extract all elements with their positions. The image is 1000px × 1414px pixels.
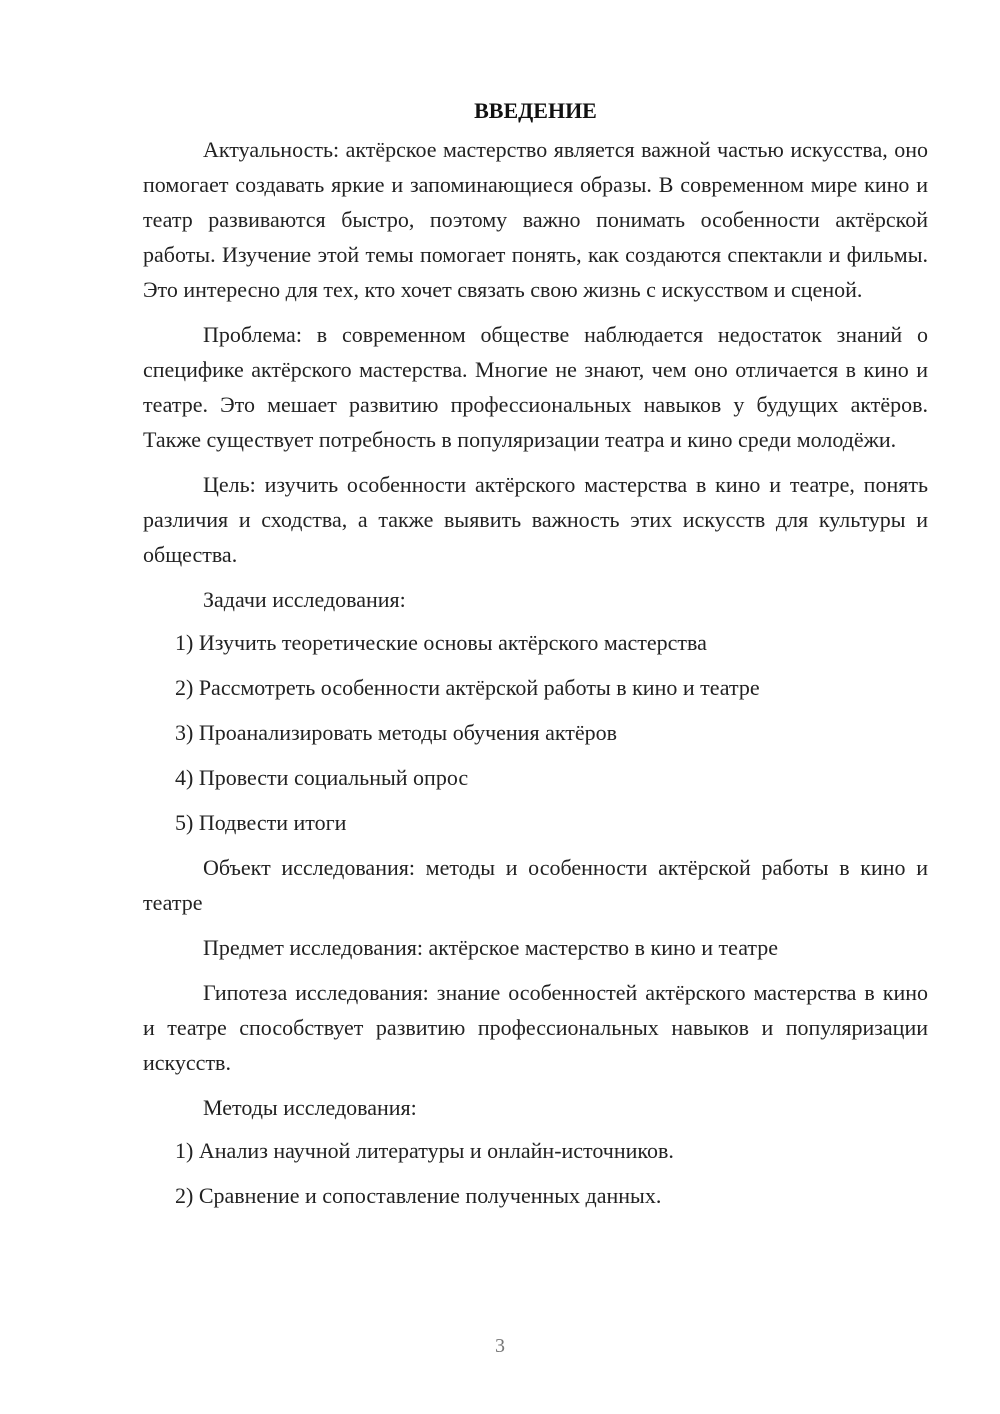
tasks-list (143, 625, 928, 840)
list-item: 1) Анализ научной литературы и онлайн-источников. (175, 1138, 674, 1163)
subject-paragraph: Предмет исследования: актёрское мастерство в кино и театре (203, 935, 779, 960)
list-item: 1) Изучить теоретические основы актёрского мастерства (175, 630, 707, 655)
list-item: 3) Проанализировать методы обучения актёров (175, 720, 617, 745)
list-item: 2) Сравнение и сопоставление полученных данных. (175, 1183, 662, 1208)
page-content (143, 96, 928, 1223)
list-item: 2) Рассмотреть особенности актёрской работы в кино и театре (175, 675, 760, 700)
page-number: 3 (495, 1335, 505, 1357)
methods-list (143, 1133, 928, 1213)
object-paragraph: Объект исследования: методы и особенности актёрской работы в кино и театре (143, 855, 928, 915)
problem-paragraph: Проблема: в современном обществе наблюдается недостаток знаний о специфике актёрского мастерства. Многие не знают, чем оно отличается в кино и театре. Это мешает развитию профессиональных навыков у будущих актёров. Также существует потребность в популяризации театра и кино среди молодёжи. (143, 322, 928, 452)
hypothesis-paragraph: Гипотеза исследования: знание особенностей актёрского мастерства в кино и театре способствует развитию профессиональных навыков и популяризации искусств. (143, 980, 928, 1075)
goal-paragraph: Цель: изучить особенности актёрского мастерства в кино и театре, понять различия и сходства, а также выявить важность этих искусств для культуры и общества. (143, 472, 928, 567)
methods-label: Методы исследования: (203, 1095, 417, 1120)
tasks-label: Задачи исследования: (203, 587, 406, 612)
section-heading: ВВЕДЕНИЕ (474, 98, 597, 123)
list-item: 4) Провести социальный опрос (175, 765, 469, 790)
list-item: 5) Подвести итоги (175, 810, 347, 835)
relevance-paragraph: Актуальность: актёрское мастерство является важной частью искусства, оно помогает создавать яркие и запоминающиеся образы. В современном мире кино и театр развиваются быстро, поэтому важно понимать особенности актёрской работы. Изучение этой темы помогает понять, как создаются спектакли и фильмы. Это интересно для тех, кто хочет связать свою жизнь с искусством и сценой. (143, 137, 928, 302)
